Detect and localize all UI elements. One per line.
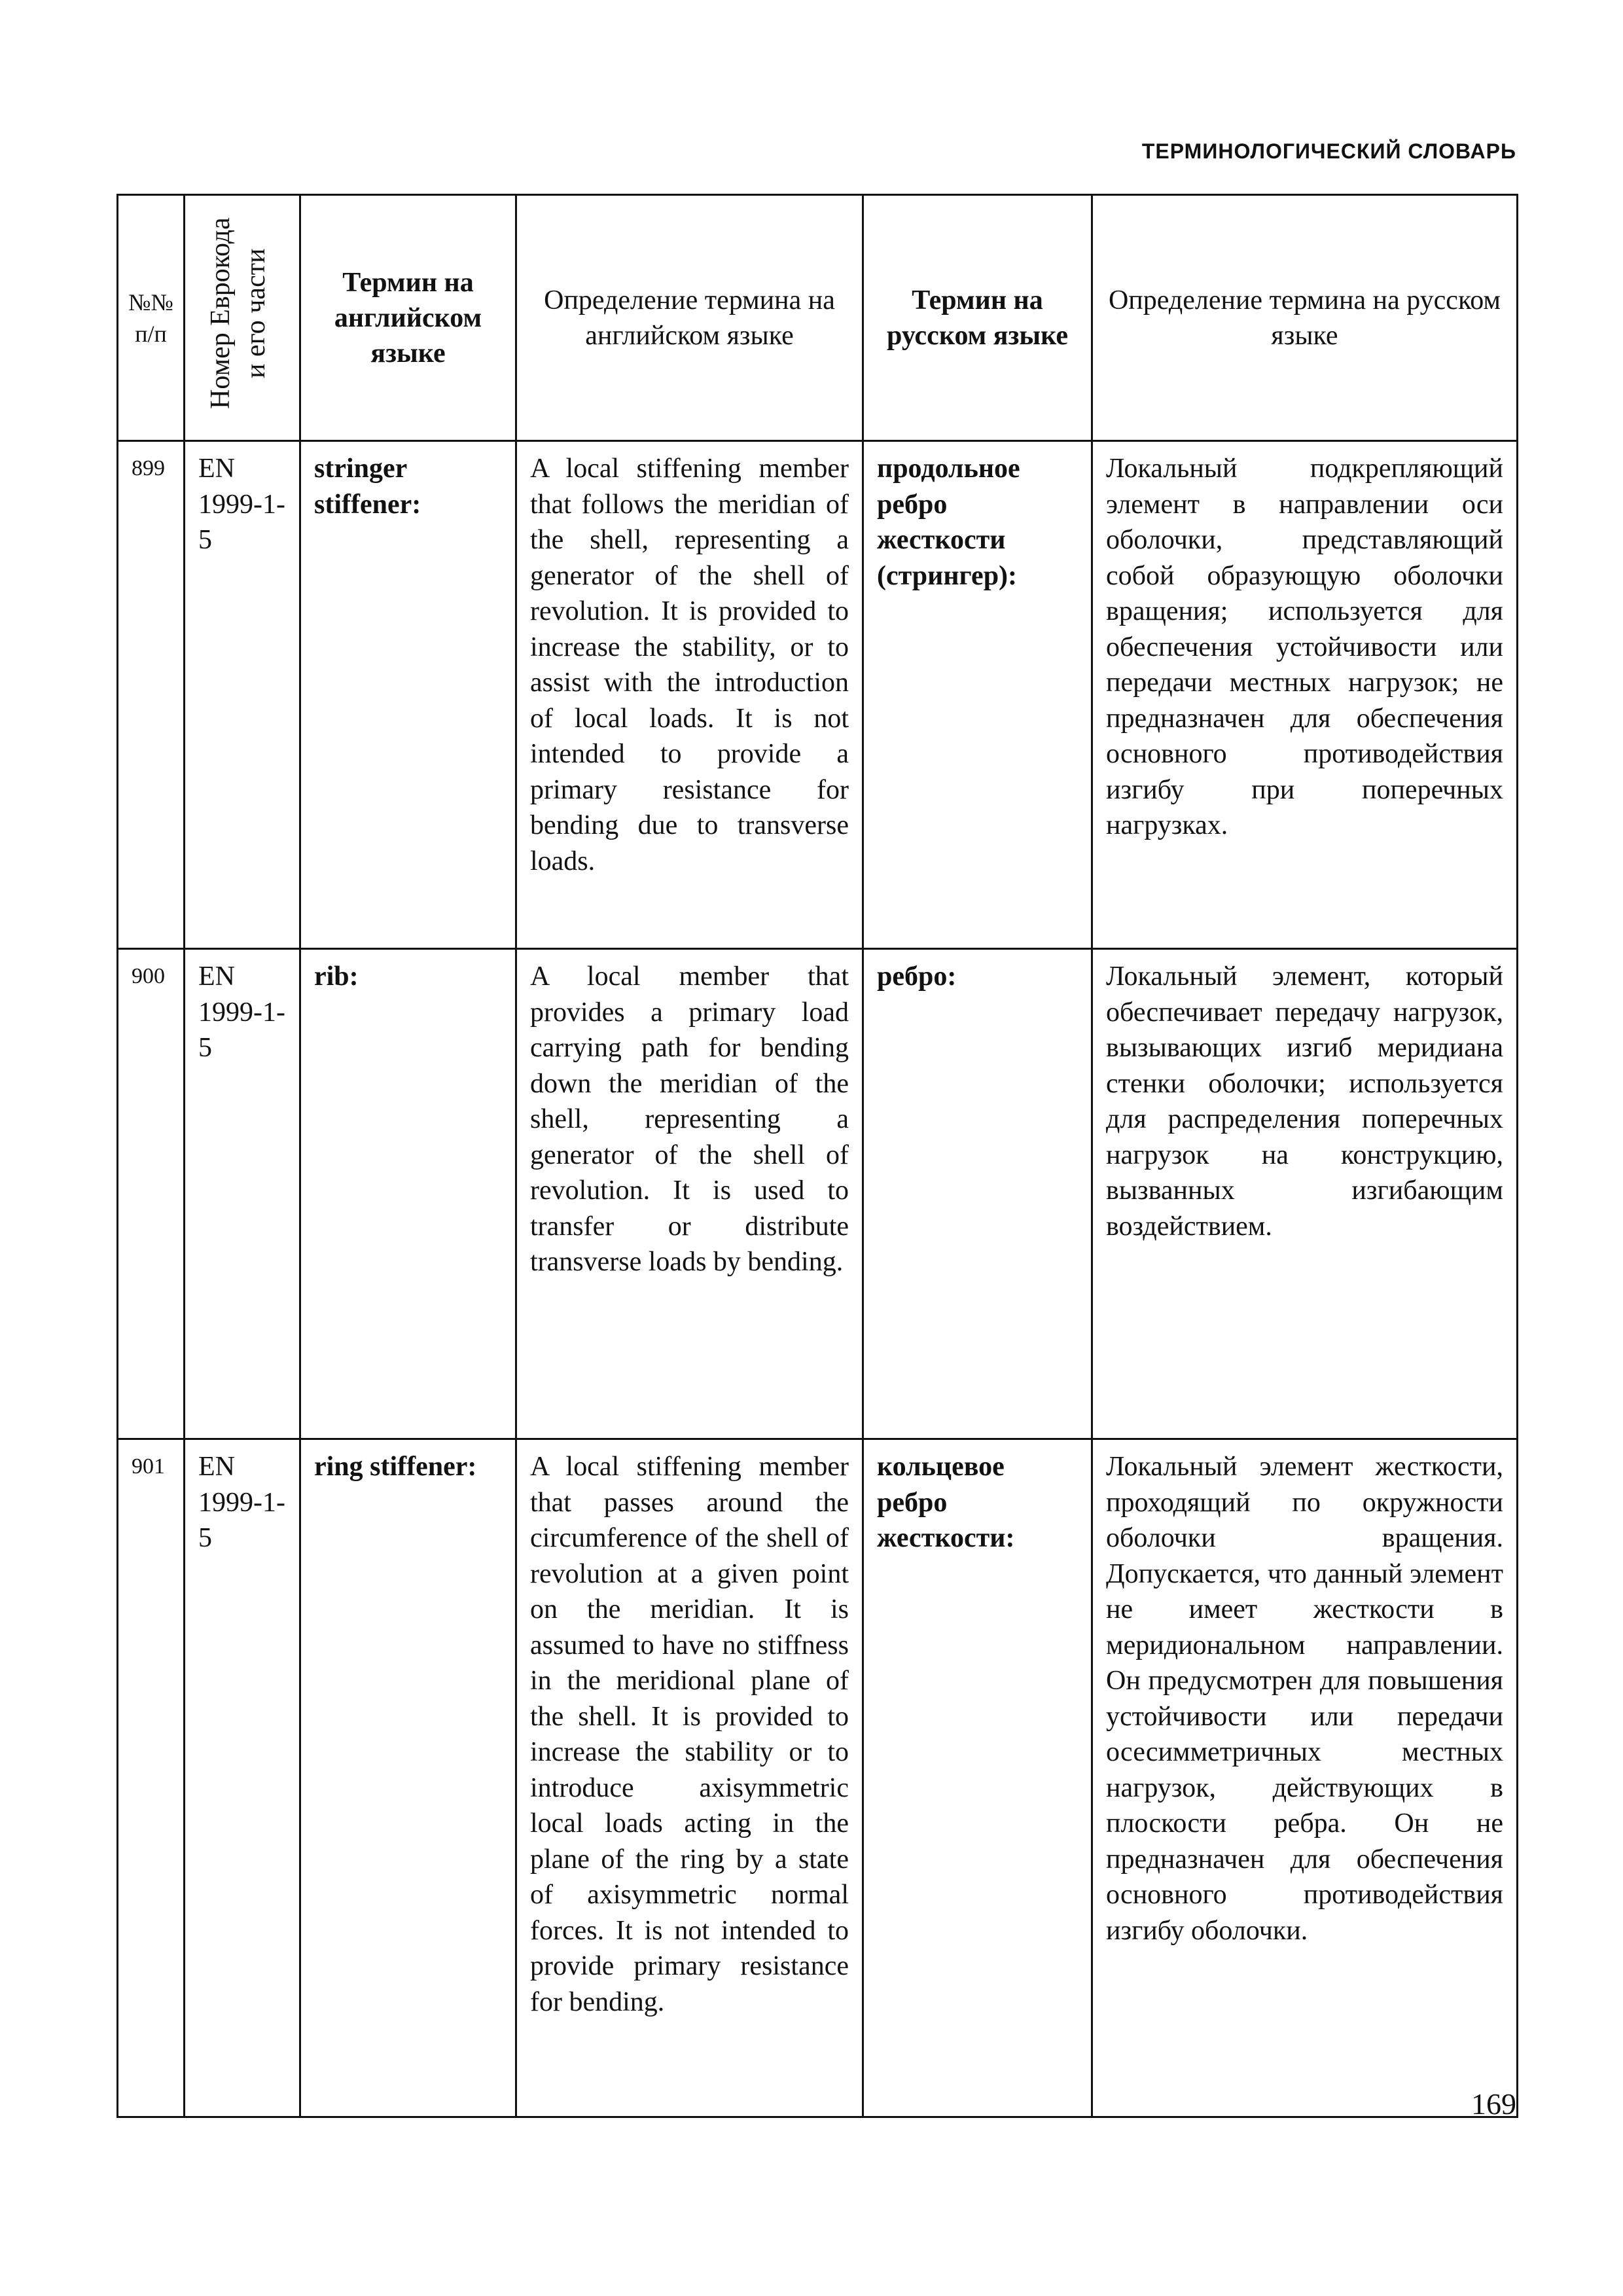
row-number: 900 xyxy=(118,949,185,1439)
col-header-definition-ru: Определение термина на русском языке xyxy=(1092,195,1518,441)
row-term-ru: продольное ребро жесткости (стрингер): xyxy=(863,441,1092,949)
table-row xyxy=(118,949,1518,1439)
col-header-eurocode xyxy=(185,195,300,441)
col-header-term-ru: Термин на русском языке xyxy=(863,195,1092,441)
row-definition-ru: Локальный подкрепляющий элемент в направлении оси оболочки, представляющий собой образующую оболочки вращения; используется для обеспечения устойчивости или передачи местных нагрузок; не предназначен для обеспечения основного противодействия изгибу при поперечных нагрузках. xyxy=(1092,441,1518,949)
row-definition-ru: Локальный элемент, который обеспечивает передачу нагрузок, вызывающих изгиб меридиана стенки оболочки; используется для распределения поперечных нагрузок на конструкцию, вызванных изгибающим воздействием. xyxy=(1092,949,1518,1439)
row-term-ru: ребро: xyxy=(863,949,1092,1439)
row-eurocode: EN 1999-1-5 xyxy=(185,441,300,949)
row-eurocode: EN 1999-1-5 xyxy=(185,949,300,1439)
running-title: ТЕРМИНОЛОГИЧЕСКИЙ СЛОВАРЬ xyxy=(1141,139,1516,163)
row-definition-ru: Локальный элемент жесткости, проходящий по окружности оболочки вращения. Допускается, что данный элемент не имеет жесткости в меридиональном направлении. Он предусмотрен для повышения устойчивости или передачи осесимметричных местных нагрузок, действующих в плоскости ребра. Он не предназначен для обеспечения основного противодействия изгибу оболочки. xyxy=(1092,1439,1518,2117)
glossary-table xyxy=(116,194,1518,2118)
table-row xyxy=(118,1439,1518,2117)
table-row xyxy=(118,441,1518,949)
row-definition-en: A local stiffening member that passes around the circumference of the shell of revolution at a given point on the meridian. It is assumed to have no stiffness in the meridional plane of the shell. It is provided to increase the stability or to introduce axisymmetric local loads acting in the plane of the ring by a state of axisymmetric normal forces. It is not intended to provide primary resistance for bending. xyxy=(516,1439,863,2117)
col-header-number: №№ п/п xyxy=(118,195,185,441)
page-number: 169 xyxy=(1471,2087,1516,2121)
col-header-term-en: Термин на английском языке xyxy=(300,195,516,441)
row-term-en: ring stiffener: xyxy=(300,1439,516,2117)
table-header-row xyxy=(118,195,1518,441)
row-number: 899 xyxy=(118,441,185,949)
col-header-eurocode-label: Номер Еврокода и его части xyxy=(205,217,271,409)
row-term-ru: кольцевое ребро жесткости: xyxy=(863,1439,1092,2117)
row-term-en: stringer stiffener: xyxy=(300,441,516,949)
row-eurocode: EN 1999-1-5 xyxy=(185,1439,300,2117)
row-definition-en: A local stiffening member that follows the meridian of the shell, representing a generator of the shell of revolution. It is provided to increase the stability, or to assist with the introduction of local loads. It is not intended to provide a primary resistance for bending due to transverse loads. xyxy=(516,441,863,949)
row-number: 901 xyxy=(118,1439,185,2117)
row-term-en: rib: xyxy=(300,949,516,1439)
row-definition-en: A local member that provides a primary load carrying path for bending down the meridian of the shell, representing a generator of the shell of revolution. It is used to transfer or distribute transverse loads by bending. xyxy=(516,949,863,1439)
col-header-definition-en: Определение термина на английском языке xyxy=(516,195,863,441)
